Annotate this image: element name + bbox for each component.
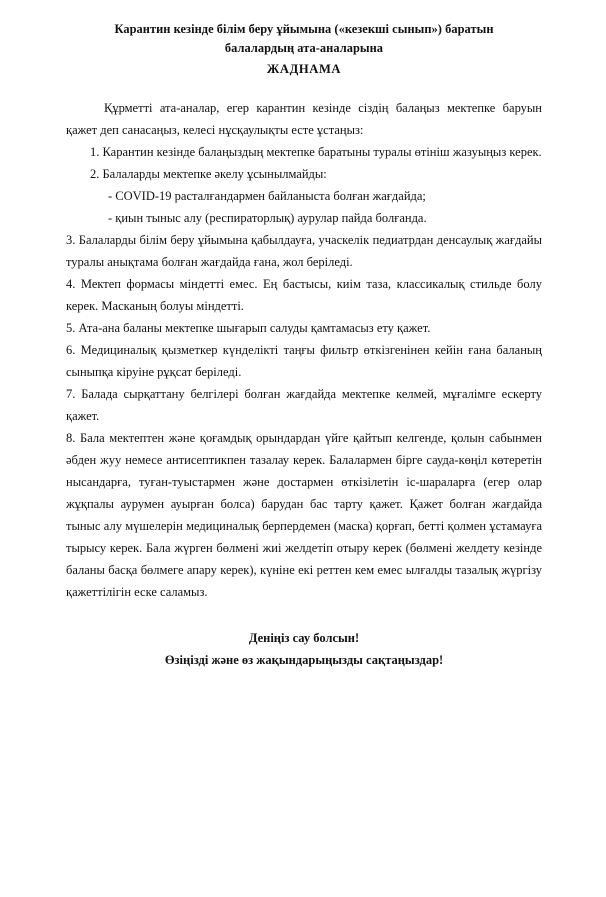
document-heading — [66, 20, 542, 80]
paragraph-intro: Құрметті ата-аналар, егер карантин кезінде сіздің балаңыз мектепке баруын қажет деп санасаңыз, келесі нұсқаулықты есте ұстаңыз: — [66, 100, 542, 137]
paragraph-item-2: 2. Балаларды мектепке әкелу ұсынылмайды: — [90, 166, 327, 181]
heading-line-1: Карантин кезінде білім беру ұйымына («кезекші сынып») баратын — [114, 22, 494, 36]
page-title: ЖАДНАМА — [266, 62, 342, 77]
closing-block — [66, 627, 542, 672]
closing-line-1: Деніңіз сау болсын! — [248, 630, 360, 645]
paragraph-item-4: 4. Мектеп формасы міндетті емес. Ең бастысы, киім таза, классикалық стильде болу керек. Масканың болуы міндетті. — [66, 276, 542, 313]
paragraph-item-8: 8. Бала мектептен және қоғамдық орындардан үйге қайтып келгенде, қолын сабынмен әбден жуу немесе антисептикпен тазалау керек. Балалармен бірге сауда-көңіл көтеретін нысандарға, туған-туыстармен және достармен өткізілетін іс-шараларға (егер олар жұқпалы аурумен ауырған болса) барудан бас тарту қажет. Қажет болған жағдайда тыныс алу мүшелерін медициналық берпердемен (маска) қорғап, бетті қолмен ұстамауға тырысу керек. Бала жүрген бөлмені жиі желдетіп отыру керек (бөлмені желдету кезінде баланы басқа бөлмеге апару керек), күніне екі реттен кем емес ылғалды тазалық жүргізу қажеттілігін еске саламыз. — [66, 430, 542, 599]
document-body — [66, 97, 542, 603]
paragraph-item-7: 7. Балада сырқаттану белгілері болған жағдайда мектепке келмей, мұғалімге ескерту қажет. — [66, 386, 542, 423]
paragraph-item-6: 6. Медициналық қызметкер күнделікті таңғы фильтр өткізгенінен кейін ғана баланың сыныпқа кіруіне рұқсат беріледі. — [66, 342, 542, 379]
document-content — [66, 0, 542, 671]
heading-line-2: балалардың ата-аналарына — [224, 41, 384, 56]
paragraph-item-5: 5. Ата-ана баланы мектепке шығарып салуды қамтамасыз ету қажет. — [66, 320, 431, 335]
closing-line-2: Өзіңізді және өз жақындарыңызды сақтаңыздар! — [164, 653, 444, 668]
paragraph-item-2-sub-1: - COVID-19 расталғандармен байланыста болған жағдайда; — [108, 188, 426, 203]
paragraph-item-1: 1. Карантин кезінде балаңыздың мектепке баратыны туралы өтініш жазуыңыз керек. — [90, 144, 542, 159]
paragraph-item-3: 3. Балаларды білім беру ұйымына қабылдауға, учаскелік педиатрдан денсаулық жағдайы туралы анықтама болған жағдайда ғана, жол беріледі. — [66, 232, 542, 269]
paragraph-item-2-sub-2: - қиын тыныс алу (респираторлық) аурулар пайда болғанда. — [108, 210, 427, 225]
